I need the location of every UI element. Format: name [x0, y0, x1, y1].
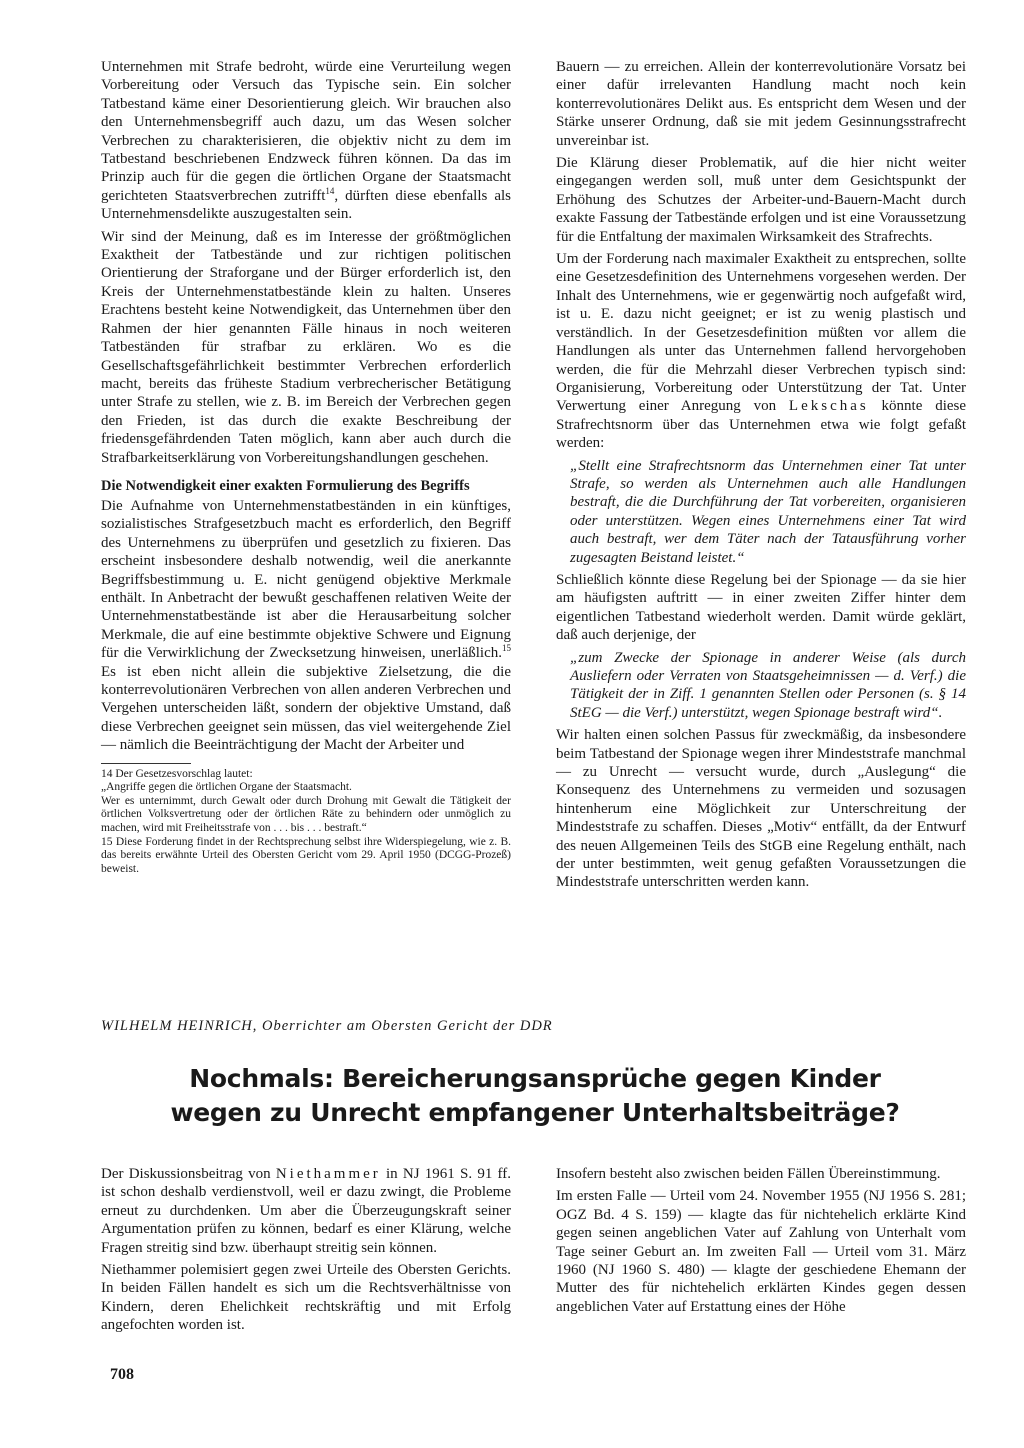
- author-name: Niethammer: [275, 1166, 381, 1182]
- author-name: Lekschas: [788, 398, 869, 415]
- paragraph: Um der Forderung nach maximaler Exaktheit zu entsprechen, sollte eine Gesetzesdefinition des Unternehmens vorgesehen werden. Der Inhalt des Unternehmens, wie er gegenwärtig noch aufgefaßt wird, ist u. E. dazu nicht geeignet; er ist zu wenig plastisch und verständlich. In der Gesetzesdefinition müßten vor allem die Handlungen als unter das Unternehmen fallend hervorgehoben werden, die für die Mehrzahl dieser Verbrechen typisch sind: Organisierung, Vorbereitung oder Unterstützung der Tat. Unter Verwertung einer Anregung von Lekschas könnte diese Strafrechtsnorm über das Unternehmen etwa wie folgt gefaßt werden:: [556, 251, 967, 452]
- paragraph: Bauern — zu erreichen. Allein der konterrevolutionäre Vorsatz bei einer dafür irrelevanten Handlung macht noch kein konterrevolutionäres Delikt aus. Es entspricht dem Wesen und der Stärke unserer Ordnung, daß sie mit jedem Gesinnungsstrafrecht unvereinbar ist.: [556, 59, 966, 149]
- left-column-bottom: [101, 1165, 511, 1339]
- right-column-top: [556, 58, 966, 896]
- section-heading: Die Notwendigkeit einer exakten Formulierung des Begriffs: [101, 477, 470, 494]
- footnote-14-body: Wer es unternimmt, durch Gewalt oder durch Drohung mit Gewalt die Tätigkeit der örtlichen Volksvertretung oder der örtlichen Räte zu behindern oder unmöglich zu machen, wird mit Freiheitsstrafe von . . . bis . . . bestraft.“: [101, 794, 511, 834]
- footnote-divider: [101, 763, 191, 764]
- quotation: „Stellt eine Strafrechtsnorm das Unternehmen einer Tat unter Strafe, so werden als Unternehmen auch alle Handlungen bestraft, die die Durchführung der Tat vorbereiten, organisieren oder unterstützen. Wegen eines Unternehmens einer Tat wird auch bestraft, wer dem Täter nach der Tatausführung vorher zugesagten Beistand leistet.“: [570, 457, 966, 566]
- right-column-bottom: [556, 1165, 966, 1320]
- paragraph: Wir sind der Meinung, daß es im Interesse der größtmöglichen Exaktheit der Tatbestände und zur richtigen politischen Orientierung der Straforgane und der Bürger erforderlich ist, den Kreis der Unternehmenstatbestände klein zu halten. Unseres Erachtens besteht keine Notwendigkeit, das Unternehmen über den Rahmen der hier genannten Fälle hinaus in noch weiteren Tatbeständen für strafbar zu erklären. Wo es die Gesellschaftsgefährlichkeit bestimmter Verbrechen erforderlich macht, bereits das früheste Stadium verbrecherischer Betätigung unter Strafe zu stellen, wie z. B. im Bereich der Verbrechen gegen den Frieden, ist das durch die exakte Beschreibung der friedensgefährdenden Taten möglich, kann aber auch durch die Strafbarkeitserklärung von Vorbereitungshandlungen geschehen.: [101, 228, 511, 466]
- left-column-top: [101, 58, 511, 876]
- paragraph: Wir halten einen solchen Passus für zweckmäßig, da insbesondere beim Tatbestand der Spionage wegen ihrer Mindeststrafe manchmal — zu Unrecht — versucht wurde, durch „Auslegung“ die Konsequenz des Unternehmens zu vermeiden und sozusagen hintenherum eine Möglichkeit zur Unterschreitung der Mindeststrafe zu schaffen. Dieses „Motiv“ entfällt, da der Entwurf des neuen Allgemeinen Teils des StGB eine Regelung enthält, nach der unter bestimmten, weit genug gefaßten Voraussetzungen die Mindeststrafe unterschritten werden kann.: [556, 727, 966, 891]
- quotation: „zum Zwecke der Spionage in anderer Weise (als durch Ausliefern oder Verraten von Staatsgeheimnissen — d. Verf.) die Tätigkeit der in Ziff. 1 genannten Stellen oder Personen (s. § 14 StEG — die Verf.) unterstützt, wegen Spionage bestraft wird“.: [570, 649, 966, 721]
- paragraph: Im ersten Falle — Urteil vom 24. November 1955 (NJ 1956 S. 281; OGZ Bd. 4 S. 159) — klagte das für nichtehelich erklärte Kind gegen seinen angeblichen Vater auf Zahlung von Unterhalt vom Tage seiner Geburt an. Im zweiten Fall — Urteil vom 31. März 1960 (NJ 1960 S. 480) — klagte der geschiedene Ehemann der Mutter des für nichtehelich erklärten Kindes gegen dessen angeblichen Vater auf Erstattung eines der Höhe: [556, 1188, 966, 1315]
- page-number: 708: [110, 1366, 134, 1383]
- article-title-line-1: Nochmals: Bereicherungsansprüche gegen Kinder: [189, 1064, 881, 1093]
- footnote-14-intro: 14 Der Gesetzesvorschlag lautet:: [101, 767, 253, 780]
- paragraph: Der Diskussionsbeitrag von Niethammer in NJ 1961 S. 91 ff. ist schon deshalb verdienstvoll, weil er dazu zwingt, die Probleme erneut zu durchdenken. Um aber die Überzeugungskraft seiner Argumentation prüfen zu können, bedarf es einer Klärung, welche Fragen streitig sind bzw. überhaupt streitig sein können.: [101, 1166, 511, 1256]
- footnote-15: 15 Diese Forderung findet in der Rechtsprechung selbst ihre Widerspiegelung, wie z. B. das bereits erwähnte Urteil des Obersten Gericht vom 29. April 1950 (DCGG-Prozeß) beweist.: [101, 835, 511, 875]
- footnote-ref: 14: [325, 185, 335, 196]
- paragraph: Insofern besteht also zwischen beiden Fällen Übereinstimmung.: [556, 1166, 941, 1182]
- paragraph: Die Klärung dieser Problematik, auf die hier nicht weiter eingegangen werden soll, muß unter dem Gesichtspunkt der Erhöhung des Schutzes der Arbeiter-und-Bauern-Macht durch exakte Fassung der Tatbestände erfolgen und ist eine Voraussetzung für die Entfaltung der maximalen Wirksamkeit des Strafrechts.: [556, 155, 966, 245]
- article-title-line-2: wegen zu Unrecht empfangener Unterhaltsbeiträge?: [170, 1098, 900, 1127]
- paragraph: Die Aufnahme von Unternehmenstatbeständen in ein künftiges, sozialistisches Strafgesetzbuch macht es erforderlich, den Begriff des Unternehmens zu überprüfen und gesetzlich zu fixieren. Das erscheint insbesondere deshalb notwendig, weil die anerkannte Begriffsbestimmung u. E. nicht genügend objektive Merkmale enthält. In Anbetracht der bewußt geschaffenen relativen Weite der Unternehmenstatbestände ist aber die Herausarbeitung solcher Merkmale, die auf eine bestimmte objektive Schwere und Eignung für die Verwirklichung der Zwecksetzung hinweisen, unerläßlich.$^{15}$ Es ist eben nicht allein die subjektive Zielsetzung, die die konterrevolutionären Verbrechen von allen anderen Verbrechen und Vergehen unterscheiden läßt, sondern der objektive Umstand, daß diese Verbrechen geeignet sein müssen, das viel weitergehende Ziel — nämlich die Beeinträchtigung der Macht der Arbeiter und: [101, 497, 511, 754]
- paragraph: Schließlich könnte diese Regelung bei der Spionage — da sie hier am häufigsten auftritt — in einer zweiten Ziffer hinter dem eigentlichen Tatbestand wiederholt werden. Damit würde geklärt, daß auch derjenige, der: [556, 571, 966, 644]
- paragraph: Unternehmen mit Strafe bedroht, würde eine Verurteilung wegen Vorbereitung oder Versuch das Typische sein. Ein solcher Tatbestand käme einer Desorientierung gleich. Wir brauchen also den Unternehmensbegriff auch dazu, um das Wesen solcher Verbrechen zu charakterisieren, die objektiv nicht zu dem im Tatbestand beschriebenen Endzweck führen können. Da das im Prinzip auch für die gegen die örtlichen Organe der Staatsmacht gerichteten Staatsverbrechen zutrifft$^{14}$, dürften diese ebenfalls als Unternehmensdelikte auszugestalten sein.: [101, 59, 511, 223]
- paragraph: Niethammer polemisiert gegen zwei Urteile des Obersten Gerichts. In beiden Fällen handelt es sich um die Rechtsverhältnisse von Kindern, deren Ehelichkeit rechtskräftig und mit Erfolg angefochten worden ist.: [101, 1262, 511, 1334]
- article-title: [150, 1062, 920, 1130]
- footnote-14-quote: „Angriffe gegen die örtlichen Organe der Staatsmacht.: [101, 781, 352, 794]
- author-byline: WILHELM HEINRICH, Oberrichter am Obersten Gericht der DDR: [101, 1018, 553, 1034]
- footnote-ref: 15: [502, 643, 511, 654]
